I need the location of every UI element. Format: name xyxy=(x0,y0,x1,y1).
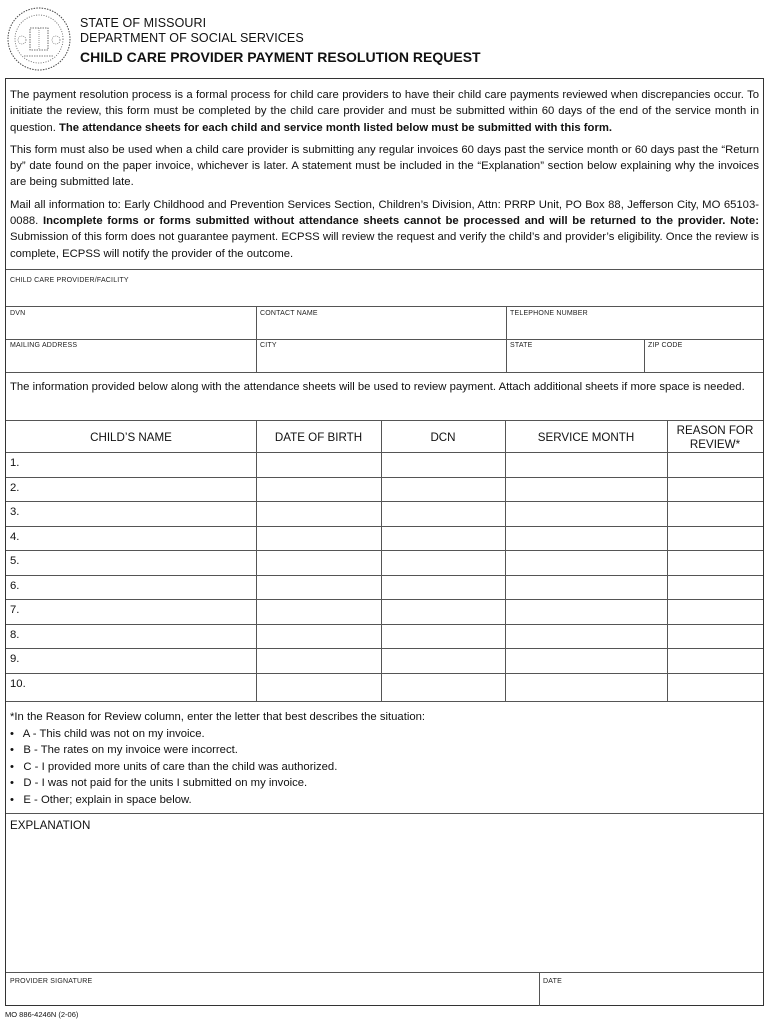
reason-code-item: • E - Other; explain in space below. xyxy=(10,793,192,806)
reason-for-review-cell[interactable] xyxy=(671,554,759,570)
zip-code-field[interactable] xyxy=(648,353,758,369)
city-field[interactable] xyxy=(260,353,500,369)
divider xyxy=(6,339,763,340)
contact-name-field[interactable] xyxy=(260,321,500,337)
provider-label: CHILD CARE PROVIDER/FACILITY xyxy=(10,277,129,284)
state-name: STATE OF MISSOURI xyxy=(80,16,207,30)
instructions-paragraph-3: Mail all information to: Early Childhood and Prevention Services Section, Children’s Division, Attn: PRRP Unit, PO Box 88, Jefferson City, MO 65103-0088. Incomplete forms or forms submitted without attendance sheets cannot be processed and will be returned to the provider. Note: Submission of this form does not guarantee payment. ECPSS will review the request and verify the child’s and provider’s eligibility. Once the review is complete, ECPSS will notify the provider of the outcome. xyxy=(10,198,759,260)
telephone-label: TELEPHONE NUMBER xyxy=(510,310,588,317)
date-of-birth-cell[interactable] xyxy=(260,505,380,521)
service-month-cell[interactable] xyxy=(509,652,665,668)
state-seal-logo xyxy=(6,6,72,72)
date-label: DATE xyxy=(543,978,562,985)
instructions-paragraph-1: The payment resolution process is a formal process for child care providers to have their child care payments reviewed when discrepancies occur. To initiate the review, this form must be completed by the child care provider and must be submitted within 60 days of the end of the service month in question. The attendance sheets for each child and service month listed below must be submitted with this form. xyxy=(10,89,759,134)
form-body xyxy=(5,78,764,1006)
divider xyxy=(506,306,507,339)
divider xyxy=(256,306,257,339)
row-number: 6. xyxy=(10,579,20,592)
mailing-address-label: MAILING ADDRESS xyxy=(10,342,78,349)
date-of-birth-cell[interactable] xyxy=(260,530,380,546)
service-month-cell[interactable] xyxy=(509,481,665,497)
col-header-childs-name: CHILD’S NAME xyxy=(90,431,172,444)
dcn-cell[interactable] xyxy=(385,652,503,668)
row-divider xyxy=(6,526,763,527)
row-divider xyxy=(6,624,763,625)
form-number: MO 886-4246N (2-06) xyxy=(5,1010,79,1019)
row-divider xyxy=(6,673,763,674)
row-divider xyxy=(6,648,763,649)
row-divider xyxy=(6,575,763,576)
col-header-service-month: SERVICE MONTH xyxy=(537,431,635,444)
childs-name-cell[interactable] xyxy=(26,456,254,472)
dcn-cell[interactable] xyxy=(385,579,503,595)
reason-for-review-cell[interactable] xyxy=(671,530,759,546)
reason-code-item: • A - This child was not on my invoice. xyxy=(10,727,205,740)
reason-for-review-cell[interactable] xyxy=(671,652,759,668)
divider xyxy=(539,972,540,1006)
service-month-cell[interactable] xyxy=(509,603,665,619)
form-header xyxy=(80,16,481,66)
form-title: CHILD CARE PROVIDER PAYMENT RESOLUTION REQUEST xyxy=(80,49,481,65)
row-number: 8. xyxy=(10,628,20,641)
divider xyxy=(667,420,668,701)
state-label: STATE xyxy=(510,342,533,349)
row-number: 3. xyxy=(10,506,20,518)
dvn-label: DVN xyxy=(10,310,26,317)
service-month-cell[interactable] xyxy=(509,530,665,546)
reason-codes-note xyxy=(10,709,425,808)
row-divider xyxy=(6,599,763,600)
divider xyxy=(6,813,763,814)
reason-for-review-cell[interactable] xyxy=(671,677,759,693)
service-month-cell[interactable] xyxy=(509,579,665,595)
childs-name-cell[interactable] xyxy=(26,628,254,644)
explanation-label: EXPLANATION xyxy=(10,819,91,832)
childs-name-cell[interactable] xyxy=(26,505,254,521)
reason-for-review-cell[interactable] xyxy=(671,505,759,521)
row-divider xyxy=(6,477,763,478)
table-instructions: The information provided below along with the attendance sheets will be used to review payment. Attach additional sheets if more space is needed. xyxy=(10,381,745,393)
childs-name-cell[interactable] xyxy=(26,530,254,546)
reason-for-review-cell[interactable] xyxy=(671,579,759,595)
row-number: 4. xyxy=(10,530,20,543)
date-of-birth-cell[interactable] xyxy=(260,554,380,570)
row-number: 10. xyxy=(10,677,26,690)
divider xyxy=(256,420,257,701)
date-of-birth-cell[interactable] xyxy=(260,652,380,668)
divider xyxy=(505,420,506,701)
divider xyxy=(6,306,763,307)
row-divider xyxy=(6,501,763,502)
reason-code-item: • C - I provided more units of care than the child was authorized. xyxy=(10,760,338,773)
telephone-field[interactable] xyxy=(510,321,755,337)
childs-name-cell[interactable] xyxy=(26,579,254,595)
zip-code-label: ZIP CODE xyxy=(648,342,683,349)
date-of-birth-cell[interactable] xyxy=(260,628,380,644)
reason-for-review-cell[interactable] xyxy=(671,628,759,644)
row-number: 5. xyxy=(10,555,20,567)
dcn-cell[interactable] xyxy=(385,481,503,497)
childs-name-cell[interactable] xyxy=(26,603,254,619)
col-header-dcn: DCN xyxy=(430,431,456,444)
row-divider xyxy=(6,550,763,551)
service-month-cell[interactable] xyxy=(509,554,665,570)
explanation-field[interactable] xyxy=(10,837,759,971)
provider-field[interactable] xyxy=(10,289,755,305)
dcn-cell[interactable] xyxy=(385,554,503,570)
divider xyxy=(381,420,382,701)
divider xyxy=(256,339,257,372)
reason-for-review-cell[interactable] xyxy=(671,603,759,619)
service-month-cell[interactable] xyxy=(509,677,665,693)
childs-name-cell[interactable] xyxy=(26,677,254,693)
reason-for-review-cell[interactable] xyxy=(671,481,759,497)
divider xyxy=(6,372,763,373)
provider-signature-label: PROVIDER SIGNATURE xyxy=(10,978,93,985)
dcn-cell[interactable] xyxy=(385,530,503,546)
table-bottom-border xyxy=(6,701,763,702)
divider xyxy=(6,269,763,270)
date-field[interactable] xyxy=(543,989,755,1003)
divider xyxy=(6,972,763,973)
instructions xyxy=(10,87,759,268)
date-of-birth-cell[interactable] xyxy=(260,481,380,497)
reason-codes-intro: *In the Reason for Review column, enter the letter that best describes the situation: xyxy=(10,711,426,723)
dvn-field[interactable] xyxy=(10,321,250,337)
dcn-cell[interactable] xyxy=(385,603,503,619)
date-of-birth-cell[interactable] xyxy=(260,677,380,693)
col-header-date-of-birth: DATE OF BIRTH xyxy=(274,431,363,444)
childs-name-cell[interactable] xyxy=(26,554,254,570)
reason-for-review-cell[interactable] xyxy=(671,456,759,472)
row-number: 7. xyxy=(10,604,20,616)
reason-code-item: • D - I was not paid for the units I submitted on my invoice. xyxy=(10,777,308,789)
divider xyxy=(506,339,507,372)
row-number: 9. xyxy=(10,653,20,665)
date-of-birth-cell[interactable] xyxy=(260,603,380,619)
dcn-cell[interactable] xyxy=(385,628,503,644)
reason-code-item: • B - The rates on my invoice were incorrect. xyxy=(10,744,238,756)
instructions-paragraph-2: This form must also be used when a child care provider is submitting any regular invoices 60 days past the service month or 60 days past the “Return by” date found on the paper invoice, whichever is later. A statement must be included in the “Explanation” section below explaining why the invoices are being submitted late. xyxy=(10,143,759,189)
contact-name-label: CONTACT NAME xyxy=(260,310,318,317)
col-header-reason-for-review: REASON FOR REVIEW* xyxy=(676,424,754,451)
row-number: 1. xyxy=(10,457,20,469)
date-of-birth-cell[interactable] xyxy=(260,579,380,595)
mailing-address-field[interactable] xyxy=(10,353,250,369)
date-of-birth-cell[interactable] xyxy=(260,456,380,472)
childs-name-cell[interactable] xyxy=(26,481,254,497)
divider xyxy=(644,339,645,372)
state-field[interactable] xyxy=(510,353,640,369)
city-label: CITY xyxy=(260,342,277,349)
dcn-cell[interactable] xyxy=(385,456,503,472)
dcn-cell[interactable] xyxy=(385,505,503,521)
table-top-border xyxy=(6,420,763,421)
provider-signature-field[interactable] xyxy=(10,989,535,1003)
row-divider xyxy=(6,452,763,453)
service-month-cell[interactable] xyxy=(509,456,665,472)
service-month-cell[interactable] xyxy=(509,505,665,521)
service-month-cell[interactable] xyxy=(509,628,665,644)
row-number: 2. xyxy=(10,481,20,494)
dcn-cell[interactable] xyxy=(385,677,503,693)
department-name: DEPARTMENT OF SOCIAL SERVICES xyxy=(80,31,304,45)
childs-name-cell[interactable] xyxy=(26,652,254,668)
